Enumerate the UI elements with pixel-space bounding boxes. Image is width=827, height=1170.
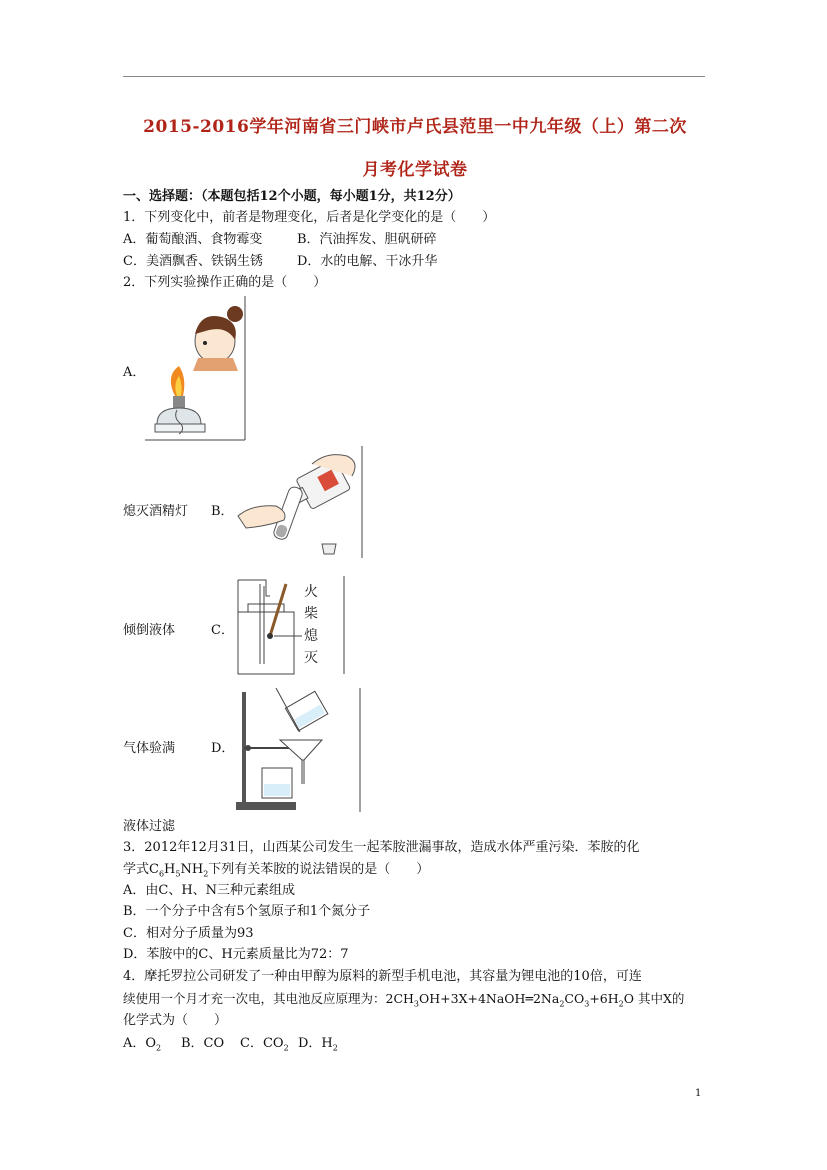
match-label-char-2: 柴 xyxy=(304,606,318,622)
match-label-char-4: 灭 xyxy=(304,650,318,666)
q2-stem: 2．下列实验操作正确的是（ ） xyxy=(123,275,327,290)
q1-option-b: B．汽油挥发、胆矾研碎 xyxy=(297,232,437,247)
q2-option-d-caption-2: 液体过滤 xyxy=(123,819,176,834)
q4-stem-line1: 4．摩托罗拉公司研发了一种由甲醇为原料的新型手机电池，其容量为锂电池的10倍，可连 xyxy=(123,969,642,984)
q1-option-a: A．葡萄酿酒、食物霉变 xyxy=(123,232,263,247)
q1-option-c: C．美酒飘香、铁锅生锈 xyxy=(123,254,263,269)
q2-option-d-label: D． xyxy=(211,741,235,756)
q4-option-c: C．$CO_2$ xyxy=(240,1036,289,1053)
gas-bottle-match-figure xyxy=(234,576,346,676)
page-number: 1 xyxy=(695,1088,702,1099)
filtration-figure xyxy=(236,688,362,814)
q3-stem-line1: 3．2012年12月31日，山西某公司发生一起苯胺泄漏事故，造成水体严重污染．苯胺的化 xyxy=(123,840,640,855)
blowing-lamp-figure xyxy=(143,296,247,442)
q2-option-c-label: C． xyxy=(211,623,234,638)
q4-option-b: B．CO xyxy=(181,1036,225,1051)
q4-stem-line3: 化学式为（ ） xyxy=(123,1013,228,1028)
q3-option-d: D．苯胺中的C、H元素质量比为72：7 xyxy=(123,947,349,962)
q4-stem-line2: 续使用一个月才充一次电，其电池反应原理为：$2CH_3OH+3X+4NaOH═2Na_2CO_3+6H_2O$ 其中X的 xyxy=(123,991,685,1009)
q4-option-a: A．$O_2$ xyxy=(123,1036,162,1053)
match-label-char-3: 熄 xyxy=(304,628,318,644)
page-title-line2: 月考化学试卷 xyxy=(362,160,468,180)
q2-option-d-caption: 气体验满 xyxy=(123,741,176,756)
page-title-line1: 2015-2016学年河南省三门峡市卢氏县范里一中九年级（上）第二次 xyxy=(143,117,687,137)
q2-option-b-label: B． xyxy=(211,504,234,519)
section-heading: 一、选择题：（本题包括12个小题，每小题1分，共12分） xyxy=(123,189,461,204)
match-label-char-1: 火 xyxy=(304,584,318,600)
q3-stem-line2: 学式$C_6H_5NH_2$下列有关苯胺的说法错误的是（ ） xyxy=(123,862,430,879)
q2-option-b-caption: 熄灭酒精灯 xyxy=(123,504,189,519)
pouring-liquid-figure xyxy=(232,446,364,560)
q4-option-d: D．$H_2$ xyxy=(298,1036,338,1053)
q2-option-a-label: A． xyxy=(123,365,146,380)
q2-option-c-caption: 倾倒液体 xyxy=(123,623,176,638)
q3-option-a: A．由C、H、N三种元素组成 xyxy=(123,883,296,898)
q1-option-d: D．水的电解、干冰升华 xyxy=(297,254,438,269)
q3-option-b: B．一个分子中含有5个氢原子和1个氮分子 xyxy=(123,904,371,919)
q1-stem: 1．下列变化中，前者是物理变化，后者是化学变化的是（ ） xyxy=(123,210,496,225)
q3-option-c: C．相对分子质量为93 xyxy=(123,926,254,941)
header-rule xyxy=(123,76,705,77)
